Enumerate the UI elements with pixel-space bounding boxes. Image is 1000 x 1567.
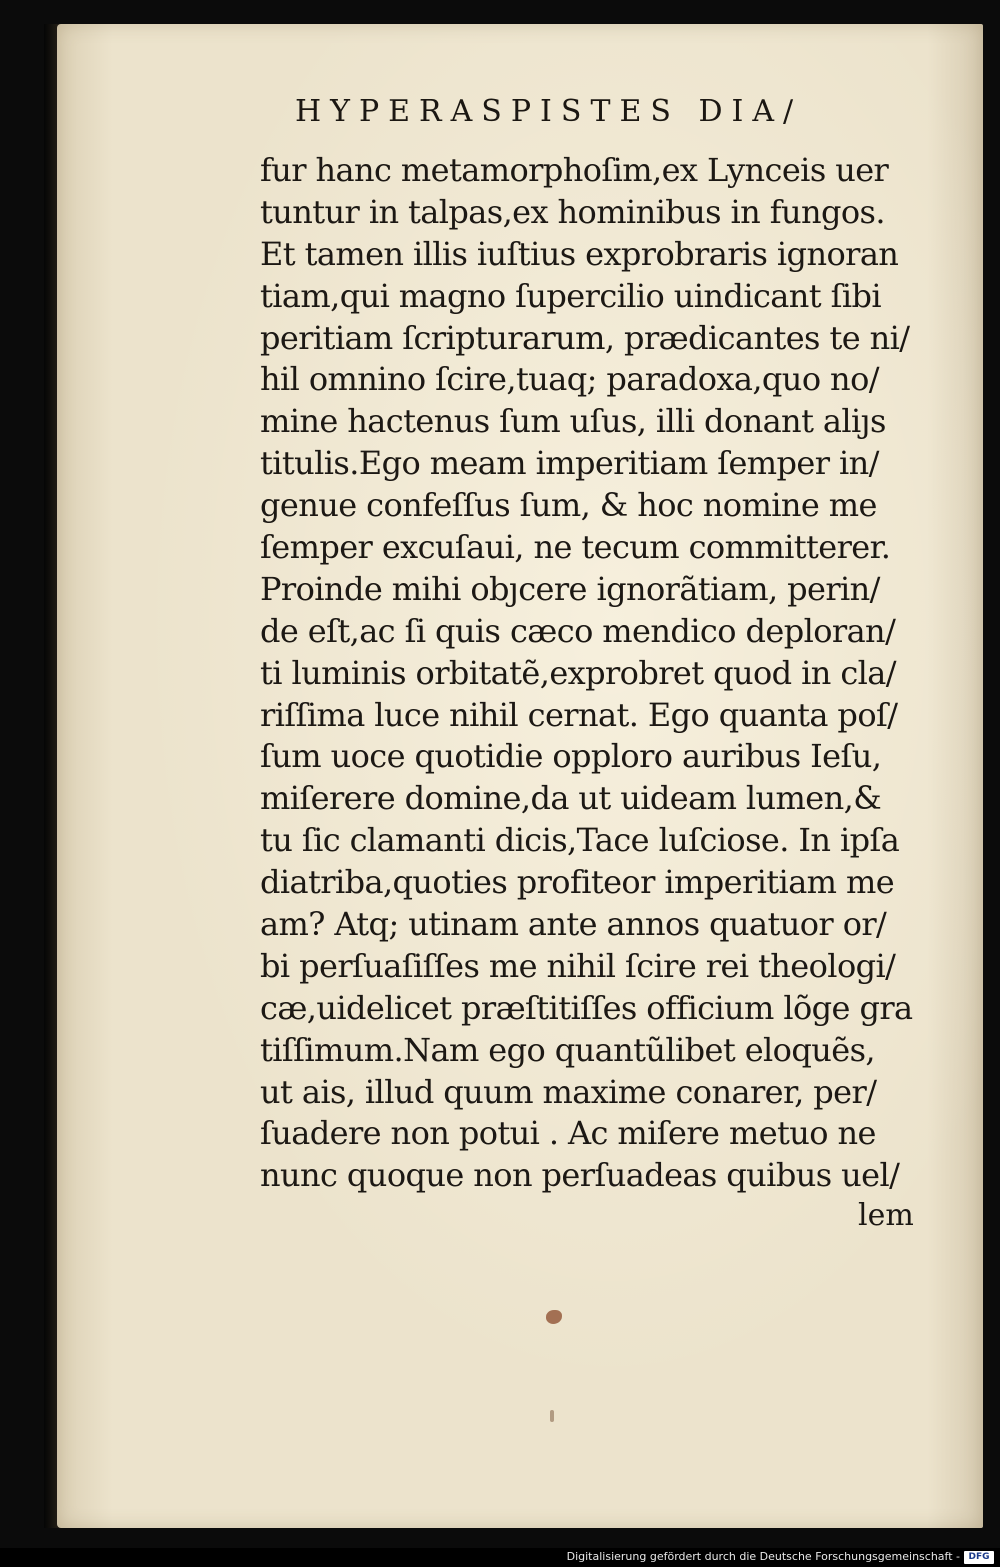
funding-credit: Digitalisierung gefördert durch die Deutsche Forschungsgemeinschaft -	[566, 1550, 960, 1563]
text-line: tiſſimum.Nam ego quantũlibet eloquẽs,	[260, 1030, 875, 1069]
text-line: tiam,qui magno ſupercilio uindicant ſibi	[260, 276, 881, 315]
text-line: genue confeſſus ſum, & hoc nomine me	[260, 486, 877, 525]
text-line: nunc quoque non perſuadeas quibus uel/	[260, 1156, 900, 1195]
text-line: riſſima luce nihil cernat. Ego quanta poſ/	[260, 695, 898, 734]
text-line: ſemper excuſaui, ne tecum committerer.	[260, 528, 891, 567]
running-head: HYPERASPISTES DIA/	[295, 94, 803, 129]
text-line: hil omnino ſcire,tuaq; paradoxa,quo no/	[260, 360, 879, 399]
text-line: Proinde mihi obȷcere ignorãtiam, perin/	[260, 569, 880, 608]
text-line: peritiam ſcripturarum, prædicantes te ni/	[260, 318, 910, 357]
text-line: bi perſuaſiſſes me nihil ſcire rei theologi/	[260, 946, 896, 985]
text-line: ſum uoce quotidie opploro auribus Ieſu,	[260, 737, 882, 776]
text-line: tuntur in talpas,ex hominibus in fungos.	[260, 192, 885, 231]
text-line: ut ais, illud quum maxime conarer, per/	[260, 1072, 877, 1111]
text-line: ſuadere non potui . Ac miſere metuo ne	[260, 1114, 876, 1153]
text-line: de eſt,ac ſi quis cæco mendico deploran/	[260, 611, 896, 650]
text-line: am? Atq; utinam ante annos quatuor or/	[260, 905, 887, 944]
text-line: Et tamen illis iuſtius exprobraris ignoran	[260, 234, 899, 273]
text-line: miſerere domine,da ut uideam lumen,&	[260, 779, 882, 818]
text-line: fur hanc metamorphoſim,ex Lynceis uer	[260, 151, 889, 189]
dfg-logo: DFG	[964, 1551, 994, 1564]
ink-speck	[550, 1410, 554, 1422]
text-line: diatriba,quoties profiteor imperitiam me	[260, 863, 895, 902]
text-line: ti luminis orbitatẽ,exprobret quod in cla/	[260, 653, 896, 692]
text-line: tu ſic clamanti dicis,Tace luſciose. In ipſa	[260, 821, 900, 860]
text-line: mine hactenus ſum uſus, illi donant aliȷs	[260, 402, 886, 441]
text-block	[260, 150, 920, 1197]
catchword: lem	[858, 1198, 914, 1233]
text-line: cæ,uidelicet præſtitiſſes officium lõge gra	[260, 988, 913, 1027]
text-line: titulis.Ego meam imperitiam ſemper in/	[260, 444, 879, 483]
